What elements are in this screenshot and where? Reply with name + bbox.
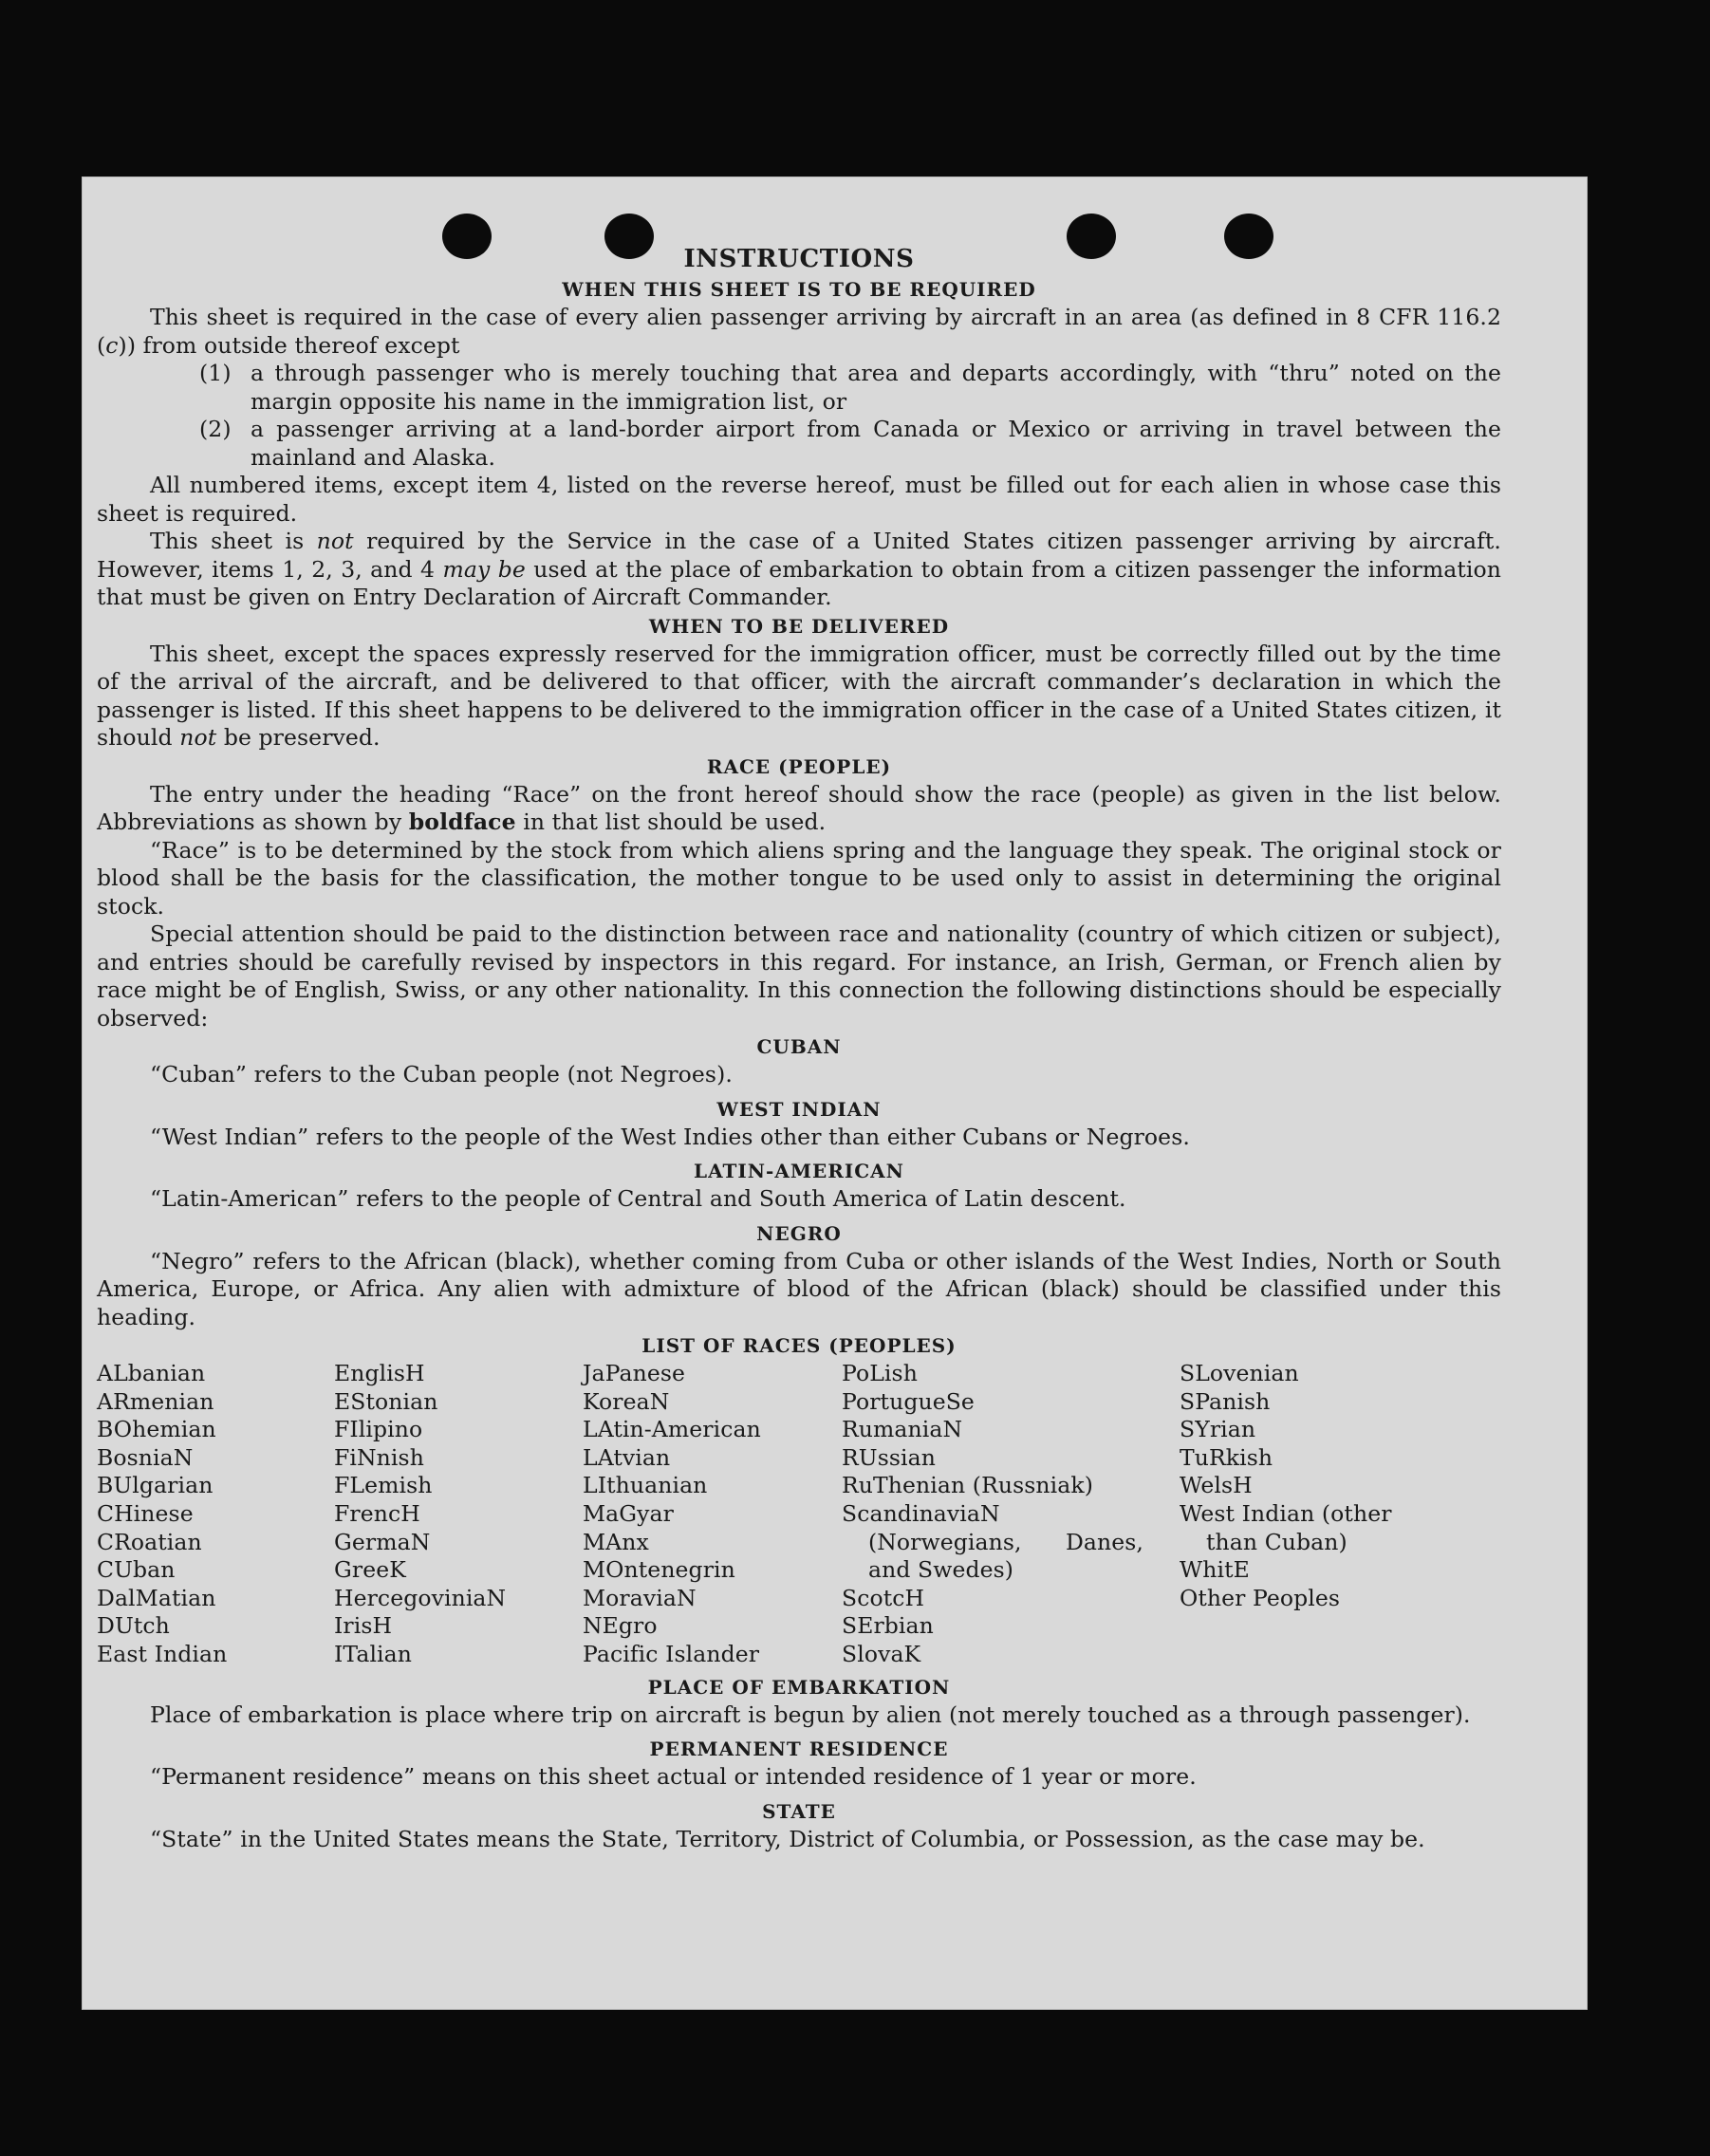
race-item: ALbanian <box>97 1360 206 1386</box>
race-item: GreeK <box>334 1556 406 1584</box>
race-item: MOntenegrin <box>583 1556 735 1584</box>
race-item: BUlgarian <box>97 1472 214 1499</box>
race-column <box>1180 1360 1501 1669</box>
race-column <box>842 1360 1180 1669</box>
race-item: CUban <box>97 1556 176 1584</box>
paragraph-residence: “Permanent residence” means on this sheet actual or intended residence of 1 year or more. <box>150 1763 1197 1791</box>
race-item: WhitE <box>1180 1556 1250 1584</box>
section-heading-race: RACE (PEOPLE) <box>706 754 892 778</box>
race-item: NEgro <box>583 1612 658 1640</box>
section-heading-cuban: CUBAN <box>756 1035 842 1058</box>
section-heading-west-indian: WEST INDIAN <box>716 1097 882 1121</box>
exception-item: (2) a passenger arriving at a land-border airport from Canada or Mexico or arriving in travel between the mainland and Alaska. <box>199 416 1501 471</box>
race-column <box>334 1360 583 1669</box>
paragraph-required: This sheet is required in the case of every alien passenger arriving by aircraft in an area (as defined in 8 CFR 116.2 (c)) from outside thereof except <box>97 304 1501 359</box>
race-column <box>583 1360 842 1669</box>
race-item: ARmenian <box>97 1387 214 1415</box>
race-item: SlovaK <box>842 1640 921 1667</box>
race-item: East Indian <box>97 1640 228 1667</box>
section-heading-latin-american: LATIN-AMERICAN <box>694 1160 904 1182</box>
race-item: ScotcH <box>842 1584 925 1611</box>
race-item: RumaniaN <box>842 1416 963 1443</box>
race-item: ITalian <box>334 1640 413 1667</box>
race-item: RuThenian (Russniak) <box>842 1472 1093 1499</box>
paragraph-race-entry: The entry under the heading “Race” on the front hereof should show the race (people) as given in the list below. Abbreviations as shown by boldface in that list should be used. <box>97 780 1501 835</box>
paragraph-race-nationality: Special attention should be paid to the distinction between race and nationality (country of which citizen or subject), and entries should be carefully revised by inspectors in this regard. For instance, an Irish, German, or French alien by race might be of English, Swiss, or any other nationality. In this connection the following distinctions should be especially observed: <box>97 920 1501 1032</box>
race-item: FrencH <box>334 1499 420 1527</box>
paragraph-state: “State” in the United States means the State, Territory, District of Columbia, or Possession, as the case may be. <box>150 1825 1425 1852</box>
race-item: EStonian <box>334 1387 438 1415</box>
paragraph-numbered-items: All numbered items, except item 4, listed on the reverse hereof, must be filled out for each alien in whose case this sheet is required. <box>97 472 1501 527</box>
race-list <box>97 1360 1501 1669</box>
race-item: FiNnish <box>334 1443 424 1471</box>
paragraph-west-indian: “West Indian” refers to the people of the West Indies other than either Cubans or Negroes. <box>150 1123 1190 1150</box>
race-item: HercegoviniaN <box>334 1584 507 1611</box>
race-item: DUtch <box>97 1612 170 1640</box>
section-heading-delivered: WHEN TO BE DELIVERED <box>648 614 950 638</box>
race-item: LAtvian <box>583 1443 671 1471</box>
race-item: PortugueSe <box>842 1387 975 1415</box>
race-item: SPanish <box>1180 1387 1271 1415</box>
race-item: SLovenian <box>1180 1360 1299 1386</box>
race-item: BOhemian <box>97 1416 216 1443</box>
section-heading-state: STATE <box>762 1799 836 1823</box>
section-heading-required: WHEN THIS SHEET IS TO BE REQUIRED <box>562 278 1036 301</box>
race-item: IrisH <box>334 1612 393 1640</box>
race-item: Other Peoples <box>1180 1584 1341 1611</box>
paragraph-cuban: “Cuban” refers to the Cuban people (not Negroes). <box>150 1061 733 1087</box>
race-item: FIlipino <box>334 1416 423 1443</box>
race-item: GermaN <box>334 1528 431 1555</box>
race-item: EnglisH <box>334 1360 425 1386</box>
race-item: SYrian <box>1180 1416 1256 1443</box>
race-item: JaPanese <box>583 1360 686 1386</box>
race-item: CRoatian <box>97 1528 202 1555</box>
race-item: CHinese <box>97 1499 194 1527</box>
race-item: WelsH <box>1180 1472 1253 1499</box>
section-heading-embarkation: PLACE OF EMBARKATION <box>647 1675 951 1699</box>
race-item: FLemish <box>334 1472 433 1499</box>
race-item: MAnx <box>583 1528 649 1555</box>
page-title: INSTRUCTIONS <box>683 245 915 273</box>
race-item: KoreaN <box>583 1387 670 1415</box>
race-item: BosniaN <box>97 1443 194 1471</box>
race-item: MaGyar <box>583 1499 674 1527</box>
instructions-content <box>97 243 1501 1853</box>
race-column <box>97 1360 334 1669</box>
paragraph-race-definition: “Race” is to be determined by the stock from which aliens spring and the language they speak. The original stock or blood shall be the basis for the classification, the mother tongue to be used only to assist in determining the original stock. <box>97 836 1501 920</box>
race-item: Pacific Islander <box>583 1640 760 1667</box>
section-heading-list-of-races: LIST OF RACES (PEOPLES) <box>641 1334 957 1357</box>
exception-item: (1) a through passenger who is merely touching that area and departs accordingly, with “thru” noted on the margin opposite his name in the immigration list, or <box>199 360 1501 415</box>
race-item: RUssian <box>842 1443 936 1471</box>
race-item: ScandinaviaN (Norwegians, Danes, and Swedes) <box>842 1499 1143 1584</box>
race-item: DalMatian <box>97 1584 216 1611</box>
paragraph-citizen: This sheet is not required by the Service in the case of a United States citizen passenger arriving by aircraft. However, items 1, 2, 3, and 4 may be used at the place of embarkation to obtain from a citizen passenger the information that must be given on Entry Declaration of Aircraft Commander. <box>97 528 1501 610</box>
paragraph-negro: “Negro” refers to the African (black), whether coming from Cuba or other islands of the West Indies, North or South America, Europe, or Africa. Any alien with admixture of blood of the African (black) should be classified under this heading. <box>97 1247 1501 1330</box>
paragraph-delivered: This sheet, except the spaces expressly reserved for the immigration officer, must be correctly filled out by the time of the arrival of the aircraft, and be delivered to that officer, with the aircraft commander’s declaration in which the passenger is listed. If this sheet happens to be delivered to the immigration officer in the case of a United States citizen, it should not be preserved. <box>97 640 1501 751</box>
race-item: West Indian (other than Cuban) <box>1180 1499 1392 1555</box>
paragraph-embarkation: Place of embarkation is place where trip on aircraft is begun by alien (not merely touched as a through passenger). <box>150 1701 1471 1728</box>
race-item: LAtin-American <box>583 1416 761 1443</box>
section-heading-residence: PERMANENT RESIDENCE <box>649 1738 949 1761</box>
race-item: PoLish <box>842 1360 918 1386</box>
race-item: MoraviaN <box>583 1584 697 1611</box>
paragraph-latin-american: “Latin-American” refers to the people of Central and South America of Latin descent. <box>150 1185 1126 1212</box>
race-item: TuRkish <box>1180 1443 1273 1471</box>
race-item: LIthuanian <box>583 1472 708 1499</box>
race-item: SErbian <box>842 1612 934 1640</box>
section-heading-negro: NEGRO <box>756 1221 842 1245</box>
